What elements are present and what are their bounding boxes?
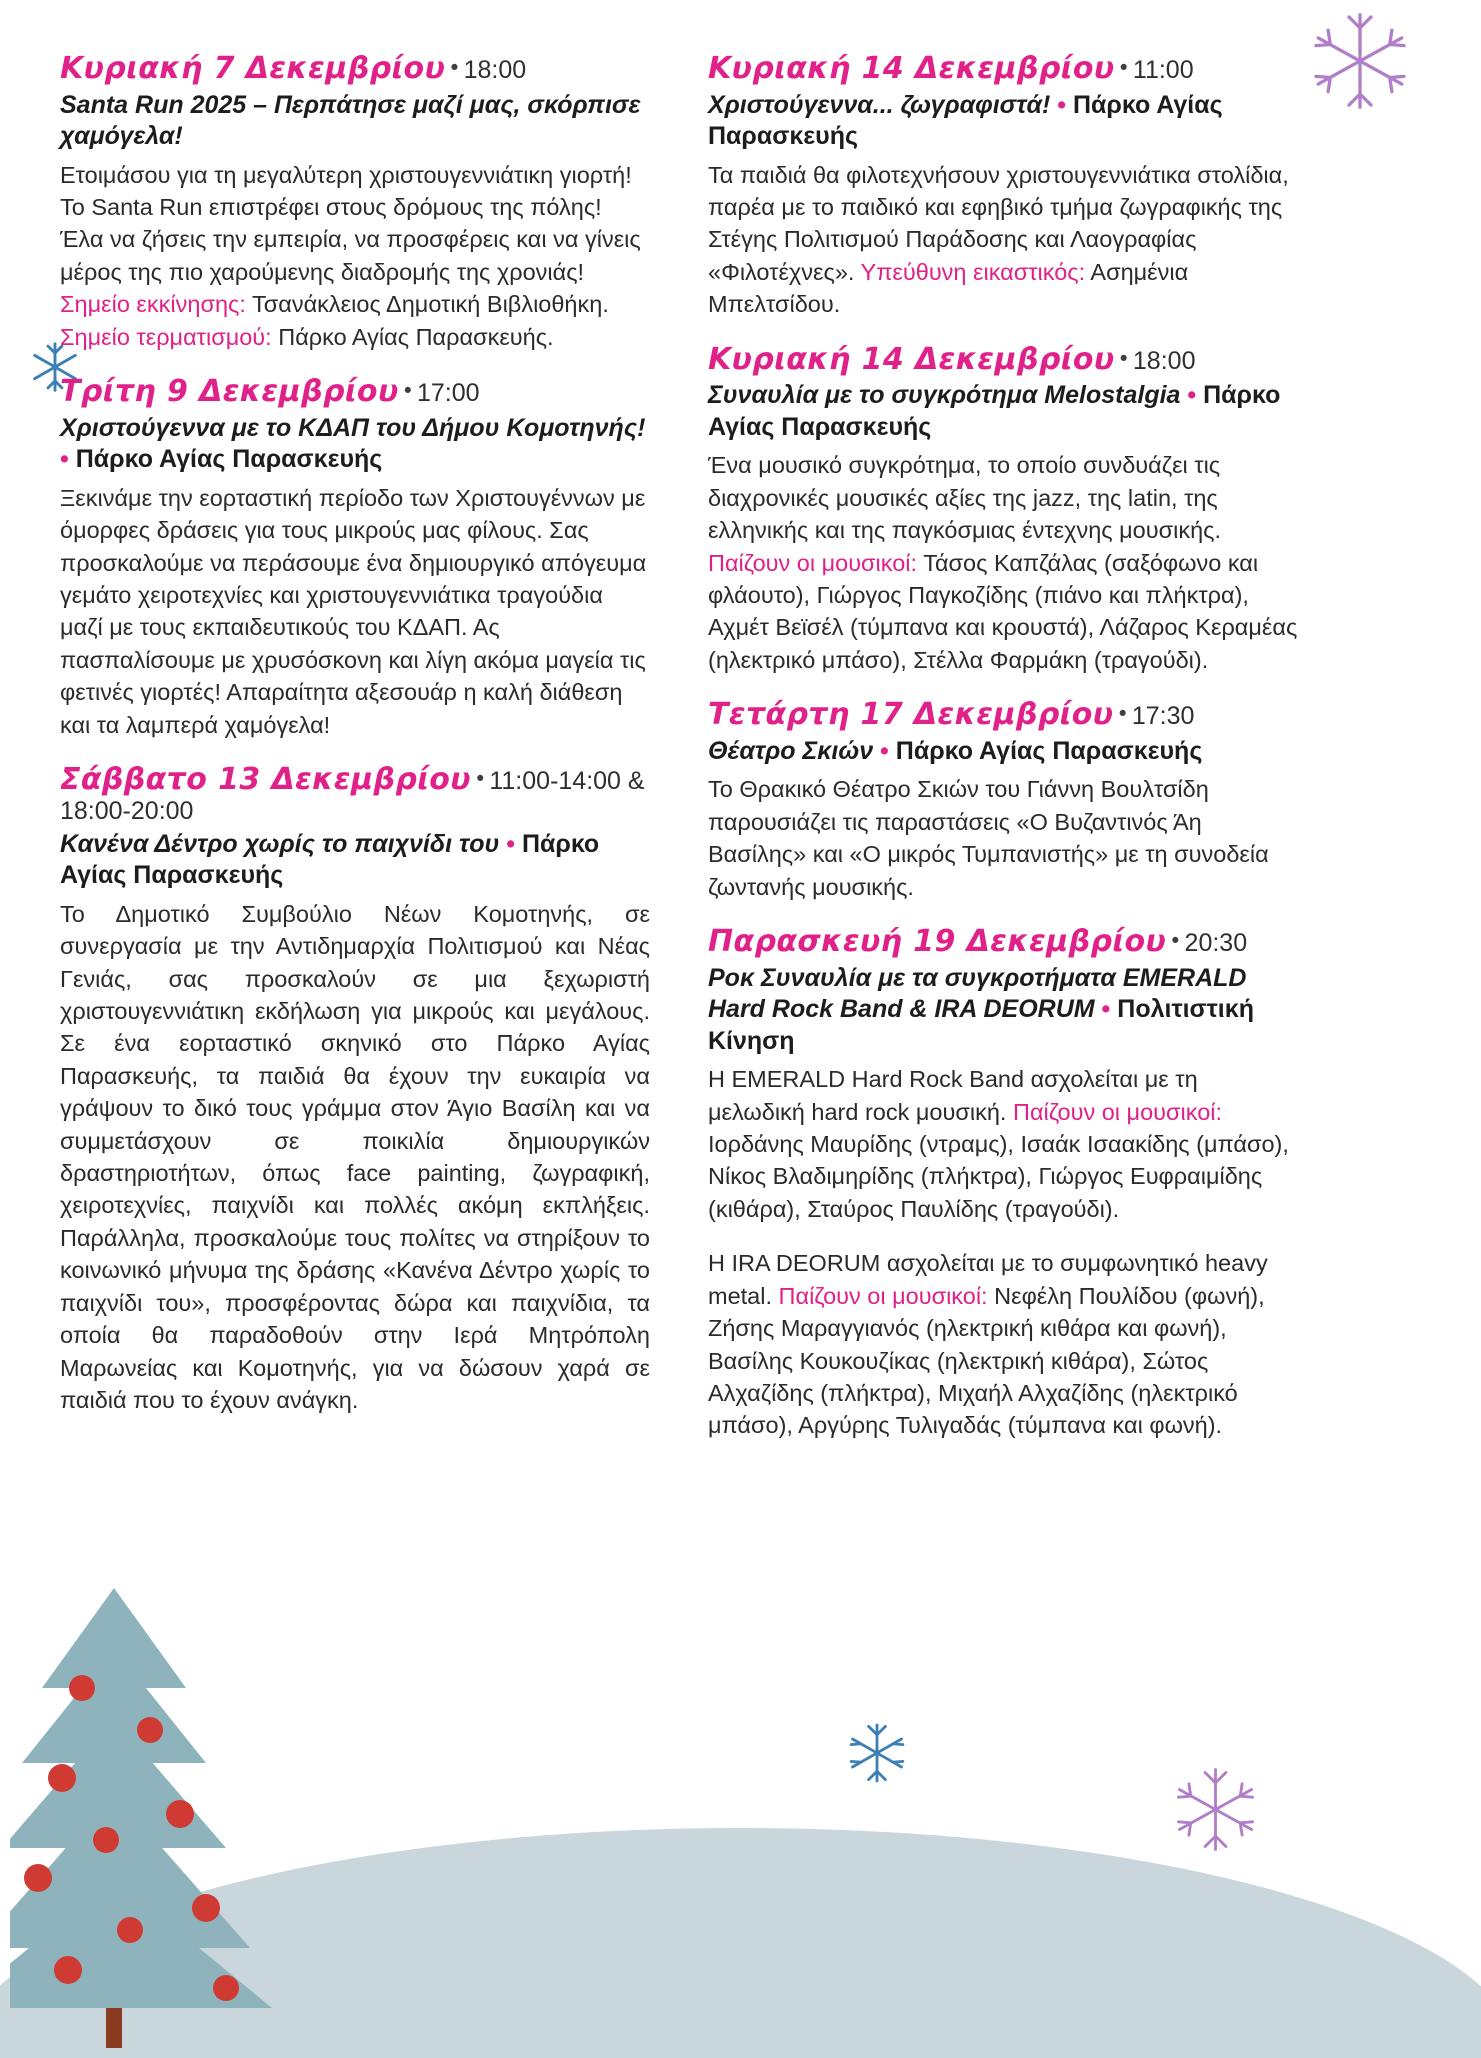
event-date: Σάββατο 13 Δεκεμβρίου (60, 762, 471, 798)
event-title (708, 90, 1298, 153)
event-date: Κυριακή 14 Δεκεμβρίου (708, 341, 1115, 377)
event-entry (708, 343, 1298, 677)
description-text: Τσανάκλειος Δημοτική Βιβλιοθήκη. (251, 291, 609, 318)
event-header (708, 52, 1298, 86)
event-description (708, 159, 1298, 321)
event-description (60, 159, 650, 354)
event-title (60, 90, 650, 153)
event-venue: Πολιτιστική Κίνηση (708, 995, 1254, 1055)
event-time: 11:00 (1132, 56, 1194, 84)
right-column (708, 52, 1298, 1464)
description-text: Ιορδάνης Μαυρίδης (ντραμς), Ισαάκ Ισαακίδης (μπάσο), Νίκος Βλαδιμηρίδης (πλήκτρα), Γιώργος Ευφραιμίδης (κιθάρα), Σταύρος Παυλίδης (τραγούδι). (708, 1130, 1289, 1222)
event-venue: Πάρκο Αγίας Παρασκευής (708, 381, 1281, 441)
event-title-text: Θέατρο Σκιών (708, 736, 874, 765)
event-entry (60, 375, 650, 741)
description-text: Ετοιμάσου για τη μεγαλύτερη χριστουγεννιάτικη γιορτή! To Santa Run επιστρέφει στους δρόμους της πόλης! Έλα να ζήσεις την εμπειρία, να προσφέρεις και να γίνεις μέρος της πιο χαρούμενης διαδρομής της χρονιάς! (60, 161, 641, 285)
bullet-separator-icon: • (1116, 702, 1129, 727)
event-header (60, 52, 650, 86)
description-text: Το Θρακικό Θέατρο Σκιών του Γιάννη Βουλτσίδη παρουσιάζει τις παραστάσεις «Ο Βυζαντινός Άη Βασίλης» και «Ο μικρός Τυμπανιστής» με τη συνοδεία ζωντανής μουσικής. (708, 776, 1269, 900)
event-entry (708, 925, 1298, 1442)
event-entry (60, 52, 650, 353)
event-date: Τετάρτη 17 Δεκεμβρίου (708, 697, 1114, 733)
two-column-layout (60, 52, 1421, 1464)
event-time: 20:30 (1184, 929, 1248, 958)
event-title-text: Συναυλία με το συγκρότημα Melostalgia (708, 381, 1181, 410)
event-title (60, 829, 650, 892)
event-date: Τρίτη 9 Δεκεμβρίου (60, 374, 399, 410)
highlighted-text: Παίζουν οι μουσικοί: (1012, 1098, 1223, 1125)
description-text: Πάρκο Αγίας Παρασκευής. (278, 323, 554, 350)
description-text: Ξεκινάμε την εορταστική περίοδο των Χριστουγέννων με όμορφες δράσεις για τους μικρούς μας φίλους. Σας προσκαλούμε να περάσουμε ένα δημιουργικό απόγευμα γεμάτο χειροτεχνίες και χριστουγεννιάτικα τραγούδια μαζί με τους εκπαιδευτικούς του ΚΔΑΠ. Ας πασπαλίσουμε με χρυσόσκονη και λίγη ακόμα μαγεία τις φετινές γιορτές! Απαραίτητα αξεσουάρ η καλή διάθεση και τα λαμπερά χαμόγελα! (60, 484, 647, 738)
description-text: Ασημένια Μπελτσίδου. (708, 258, 1189, 318)
highlighted-text: Παίζουν οι μουσικοί: (708, 549, 924, 576)
event-time: 18:00 (1132, 346, 1196, 375)
event-time: 17:00 (417, 379, 480, 408)
event-title (708, 736, 1298, 768)
event-entry (708, 52, 1298, 321)
event-title-text: Χριστούγεννα με το ΚΔΑΠ του Δήμου Κομοτηνής! (60, 413, 646, 442)
event-time: 17:30 (1131, 702, 1195, 731)
title-bullet-icon: • (1180, 381, 1204, 410)
highlighted-text: Σημείο τερματισμού: (60, 323, 279, 350)
event-description (60, 482, 650, 741)
event-description (60, 898, 650, 1417)
description-text: Ένα μουσικό συγκρότημα, το οποίο συνδυάζει τις διαχρονικές μουσικές αξίες της jazz, της latin, της ελληνικής και της παγκόσμιας έντεχνης μουσικής. (708, 452, 1222, 544)
event-entry (708, 698, 1298, 903)
event-header (708, 698, 1298, 732)
event-description (708, 1247, 1298, 1442)
event-time: 18:00 (463, 56, 527, 84)
left-column (60, 52, 650, 1438)
event-header (60, 763, 650, 825)
title-bullet-icon: • (60, 445, 76, 474)
event-header (708, 343, 1298, 377)
event-title (708, 380, 1298, 443)
event-title-text: Santa Run 2025 – Περπάτησε μαζί μας, σκόρπισε χαμόγελα! (60, 90, 641, 151)
event-header (60, 375, 650, 409)
description-text: Το Δημοτικό Συμβούλιο Νέων Κομοτηνής, σε συνεργασία με την Αντιδημαρχία Πολιτισμού και Νέας Γενιάς, σας προσκαλούν σε μια ξεχωριστή χριστουγεννιάτικη εκδήλωση για μικρούς και μεγάλους. Σε ένα εορταστικό σκηνικό στο Πάρκο Αγίας Παρασκευής, τα παιδιά θα έχουν την ευκαιρία να γράψουν το δικό τους γράμμα στον Άγιο Βασίλη και να συμμετάσχουν σε ποικιλία δημιουργικών δραστηριοτήτων, όπως face painting, ζωγραφική, χειροτεχνίες, παιχνίδι και πολλές ακόμη εκπλήξεις. Παράλληλα, προσκαλούμε τους πολίτες να στηρίξουν το κοινωνικό μήνυμα της δράσης «Κανένα Δέντρο χωρίς το παιχνίδι του», προσφέροντας δώρα και παιχνίδια, τα οποία θα παραδοθούν στην Ιερά Μητρόπολη Μαρωνείας και Κομοτηνής, για να δώσουν χαρά σε παιδιά που το έχουν ανάγκη. (60, 900, 650, 1414)
event-entry (60, 763, 650, 1416)
event-description (708, 1063, 1298, 1225)
event-title-text: Ροκ Συναυλία με τα συγκροτήματα EMERALD Hard Rock Band & IRA DEORUM (708, 963, 1247, 1024)
event-venue: Πάρκο Αγίας Παρασκευής (895, 736, 1203, 765)
title-bullet-icon: • (1094, 995, 1118, 1024)
bullet-separator-icon: • (1169, 929, 1182, 954)
event-date: Παρασκευή 19 Δεκεμβρίου (708, 924, 1167, 960)
event-date: Κυριακή 14 Δεκεμβρίου (708, 51, 1115, 86)
highlighted-text: Σημείο εκκίνησης: (60, 291, 252, 318)
description-text: Η IRA DEORUM ασχολείται με το συμφωνητικό heavy metal. (708, 1250, 1268, 1309)
title-bullet-icon: • (499, 829, 522, 858)
bullet-separator-icon: • (1117, 56, 1130, 80)
event-venue: Πάρκο Αγίας Παρασκευής (708, 90, 1223, 151)
event-description (708, 773, 1298, 903)
title-bullet-icon: • (873, 736, 896, 765)
event-date: Κυριακή 7 Δεκεμβρίου (60, 51, 446, 86)
event-header (708, 925, 1298, 959)
event-title-text: Κανένα Δέντρο χωρίς το παιχνίδι του (60, 829, 500, 858)
highlighted-text: Υπεύθυνη εικαστικός: (860, 258, 1091, 285)
event-venue: Πάρκο Αγίας Παρασκευής (75, 445, 383, 474)
description-text: Τα παιδιά θα φιλοτεχνήσουν χριστουγεννιάτικα στολίδια, παρέα με το παιδικό και εφηβικό τμήμα ζωγραφικής της Στέγης Πολιτισμού Παράδοσης και Λαογραφίας «Φιλοτέχνες». (708, 161, 1289, 285)
description-text: Η EMERALD Hard Rock Band ασχολείται με τη μελωδική hard rock μουσική. (708, 1066, 1198, 1125)
description-text: Τάσος Καπζάλας (σαξόφωνο και φλάουτο), Γιώργος Παγκοζίδης (πιάνο και πλήκτρα), Αχμέτ Βεϊσέλ (τύμπανα και κρουστά), Λάζαρος Κεραμέας (ηλεκτρικό μπάσο), Στέλλα Φαρμάκη (τραγούδι). (708, 549, 1298, 673)
event-title (708, 963, 1298, 1058)
event-description (708, 449, 1298, 676)
bullet-separator-icon: • (401, 379, 414, 404)
bullet-separator-icon: • (1117, 346, 1130, 371)
description-text: Νεφέλη Πουλίδου (φωνή), Ζήσης Μαραγγιανός (ηλεκτρική κιθάρα και φωνή), Βασίλης Κουκουζίκας (ηλεκτρική κιθάρα), Σώτος Αλχαζίδης (πλήκτρα), Μιχαήλ Αλχαζίδης (ηλεκτρικό μπάσο), Αργύρης Τυλιγαδάς (τύμπανα και φωνή). (708, 1282, 1265, 1439)
event-time: 11:00-14:00 & 18:00-20:00 (60, 767, 645, 825)
event-title (60, 413, 650, 476)
title-bullet-icon: • (1050, 90, 1073, 119)
bullet-separator-icon: • (448, 56, 461, 80)
highlighted-text: Παίζουν οι μουσικοί: (778, 1282, 995, 1309)
event-title-text: Χριστούγεννα... ζωγραφιστά! (708, 90, 1051, 119)
bullet-separator-icon: • (473, 767, 487, 792)
event-venue: Πάρκο Αγίας Παρασκευής (60, 829, 600, 890)
